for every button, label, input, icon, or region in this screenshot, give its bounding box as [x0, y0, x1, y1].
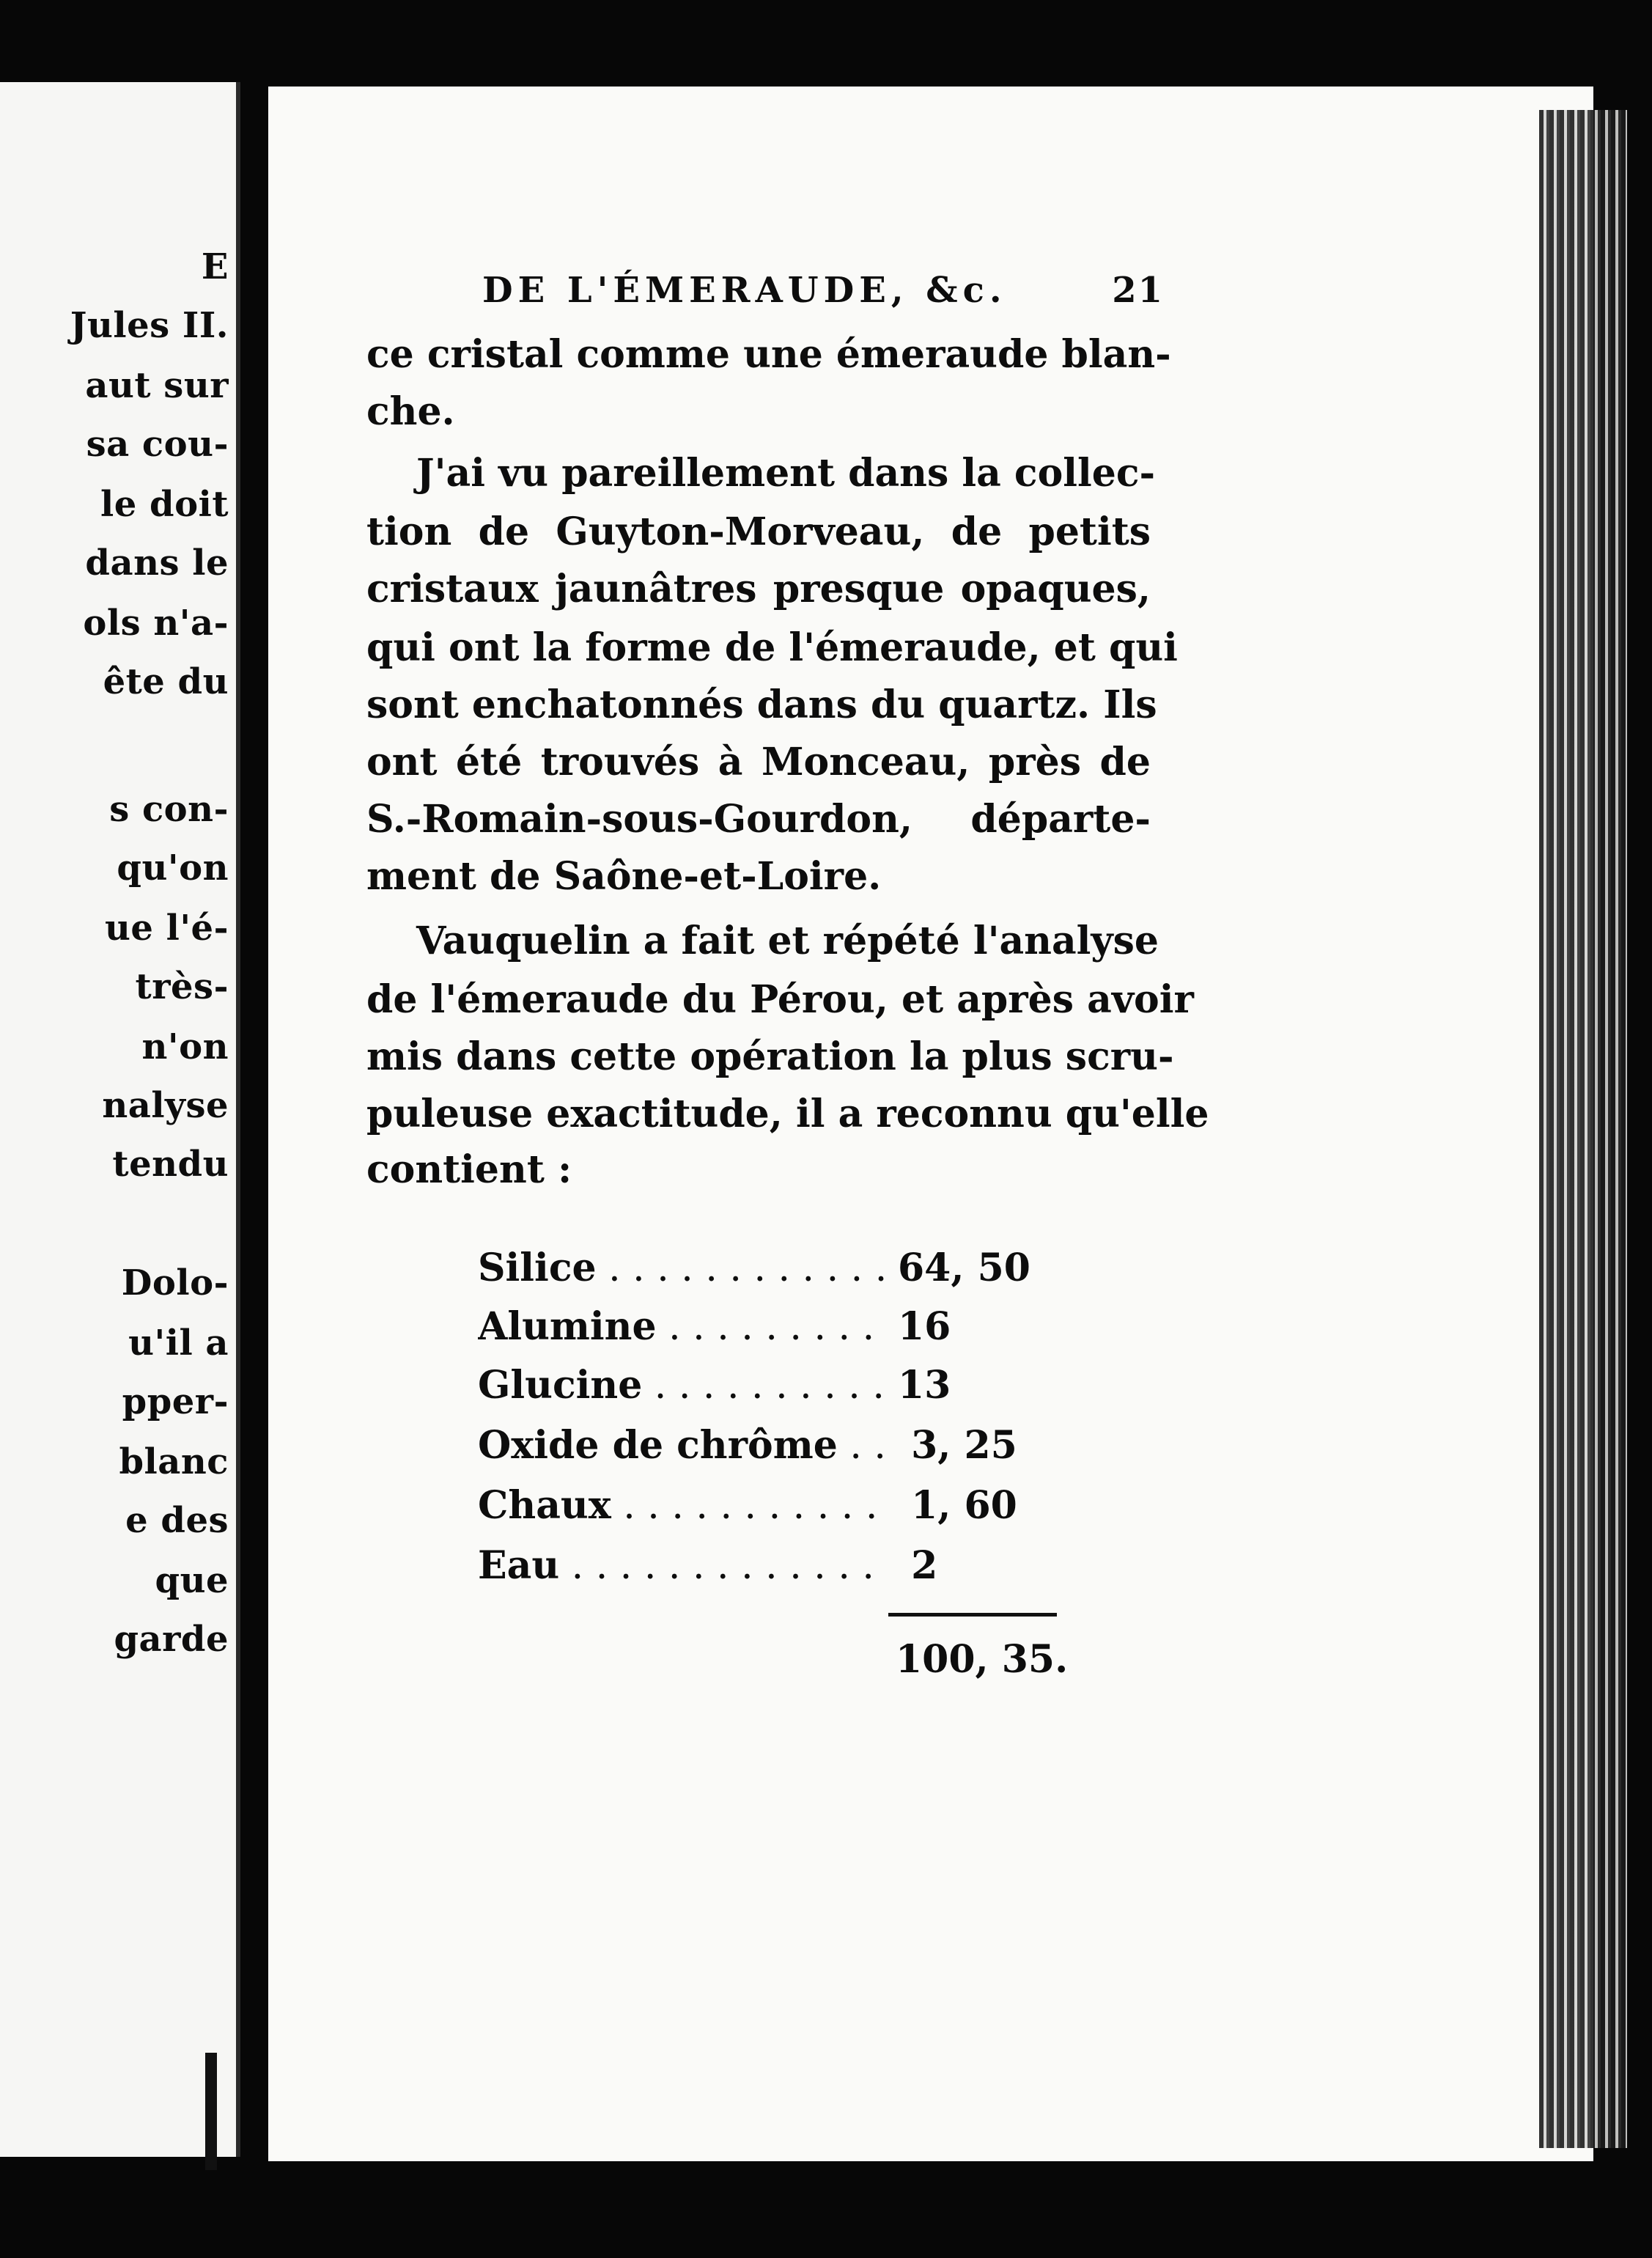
composition-row-label: Oxide de chrôme . . .: [478, 1427, 888, 1465]
composition-row-label: Silice . . .: [478, 1249, 888, 1287]
left-page-line: très-: [135, 966, 229, 1007]
body-line: mis dans cette opération la plus scru-: [366, 1034, 1174, 1079]
header-title: DE L'ÉMERAUDE, &c.: [482, 270, 1007, 311]
left-page-line: aut sur: [85, 365, 229, 406]
body-line: Vauquelin a fait et répété l'analyse: [416, 919, 1159, 963]
composition-row-value: 2: [898, 1543, 938, 1588]
left-page-line: Dolo-: [121, 1262, 229, 1303]
body-line: de l'émeraude du Pérou, et après avoir: [366, 977, 1194, 1022]
left-page-line: E: [201, 246, 229, 287]
left-page-line: u'il a: [128, 1323, 229, 1364]
body-line: ont été trouvés à Monceau, près de: [366, 740, 1151, 784]
body-line: ment de Saône-et-Loire.: [366, 854, 882, 899]
body-line: ce cristal comme une émeraude blan-: [366, 332, 1171, 377]
page-edges: [1539, 110, 1627, 2148]
body-line: qui ont la forme de l'émeraude, et qui: [366, 625, 1178, 670]
body-line: puleuse exactitude, il a reconnu qu'elle: [366, 1092, 1209, 1136]
running-header: [482, 270, 1164, 314]
composition-total: 100, 35.: [896, 1637, 1069, 1682]
left-page-line: e des: [125, 1500, 229, 1541]
left-page-line: pper-: [122, 1381, 229, 1422]
body-line: S.-Romain-sous-Gourdon, départe-: [366, 797, 1151, 842]
composition-row-value: 1, 60: [898, 1483, 1017, 1528]
left-page-line: dans le: [85, 543, 229, 584]
left-page-line: s con-: [109, 789, 229, 830]
left-page-line: ue l'é-: [104, 908, 229, 949]
left-page-line: garde: [114, 1619, 229, 1660]
body-line: che.: [366, 389, 455, 434]
left-page-line: sa cou-: [86, 424, 229, 465]
gutter-mark: [205, 2053, 217, 2170]
body-line: cristaux jaunâtres presque opaques,: [366, 567, 1151, 611]
composition-row-value: 13: [898, 1363, 951, 1408]
composition-row-label: Chaux . . .: [478, 1487, 888, 1525]
body-line: sont enchatonnés dans du quartz. Ils: [366, 683, 1157, 727]
left-page-line: nalyse: [102, 1085, 229, 1126]
composition-row-label: Glucine . . .: [478, 1367, 888, 1405]
composition-row-value: 3, 25: [898, 1423, 1017, 1468]
left-page-line: blanc: [119, 1441, 229, 1482]
left-page-line: n'on: [141, 1026, 229, 1067]
left-page-line: tendu: [112, 1144, 229, 1185]
body-line: J'ai vu pareillement dans la collec-: [416, 451, 1156, 496]
left-page-line: Jules II.: [70, 305, 229, 346]
composition-row-label: Alumine . . .: [478, 1308, 888, 1346]
left-page-line: le doit: [100, 484, 229, 525]
left-page-line: qu'on: [117, 847, 229, 889]
body-line: contient :: [366, 1147, 572, 1192]
body-line: tion de Guyton-Morveau, de petits: [366, 510, 1151, 554]
left-page-line: ête du: [103, 661, 229, 702]
sum-rule: [888, 1613, 1057, 1617]
left-page-line: que: [155, 1560, 229, 1601]
composition-row-value: 16: [898, 1304, 951, 1349]
left-page-line: ols n'a-: [83, 603, 229, 644]
left-page: [0, 82, 240, 2157]
composition-row-value: 64, 50: [898, 1246, 1030, 1290]
composition-row-label: Eau . . .: [478, 1547, 888, 1585]
page-number: 21: [1112, 270, 1164, 311]
